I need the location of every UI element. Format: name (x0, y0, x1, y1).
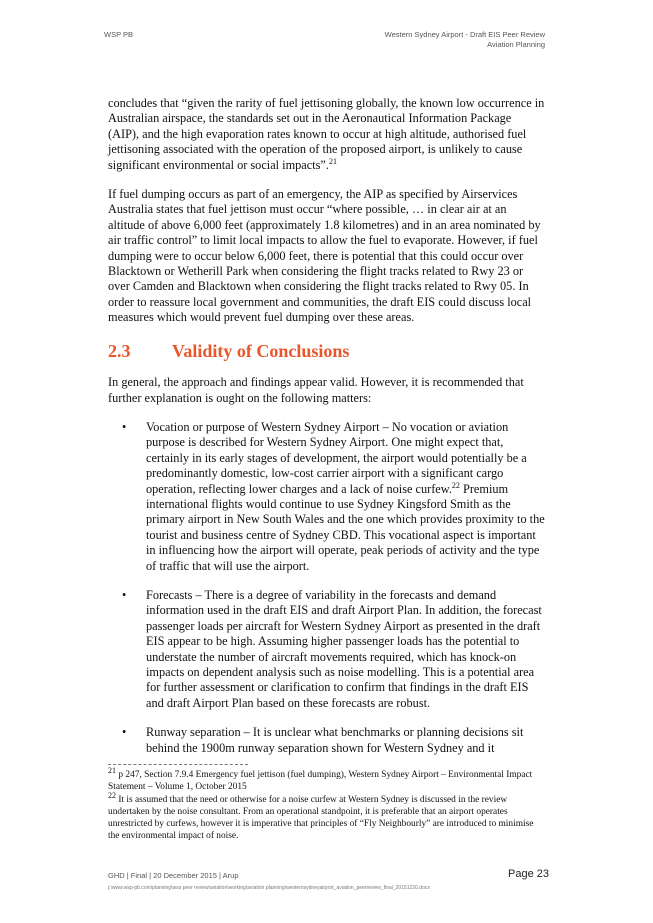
list-item (108, 420, 545, 574)
footer-left: GHD | Final | 20 December 2015 | Arup (108, 871, 239, 880)
footnote-text: It is assumed that the need or otherwise for a noise curfew at Western Sydney is discussed in the review undertaken by the noise consultant. From an operational standpoint, it is preferable that an airport operates unrestricted by curfews, however it is imperative that principles of “Fly Neighbourly” are introduced to minimise the environmental impact of noise. (108, 795, 534, 841)
section-intro: In general, the approach and findings appear valid. However, it is recommended that further explanation is ought on the following matters: (108, 375, 524, 405)
footnotes (108, 765, 545, 843)
footnote-text: p 247, Section 7.9.4 Emergency fuel jettison (fuel dumping), Western Sydney Airport – Environmental Impact Statement – Volume 1, October 2015 (108, 770, 533, 792)
list-item-text: Runway separation – It is unclear what benchmarks or planning decisions sit behind the 1900m runway separation shown for Western Sydney and it (146, 725, 524, 755)
section-number: 2.3 (108, 340, 131, 361)
footnote-ref[interactable]: 21 (328, 156, 337, 166)
list-item (108, 725, 545, 756)
header-left: WSP PB (104, 30, 134, 39)
section-title: Validity of Conclusions (172, 340, 350, 361)
list-item (108, 588, 545, 711)
header-right-line1: Western Sydney Airport - Draft EIS Peer Review (384, 30, 545, 39)
bullet-icon: • (122, 419, 127, 434)
section-heading (108, 340, 545, 361)
footnote-ref[interactable]: 22 (451, 480, 460, 490)
bullet-icon: • (122, 725, 127, 740)
footnote-number: 21 (108, 765, 116, 775)
list-item-text: Forecasts – There is a degree of variability in the forecasts and demand information used in the draft EIS and draft Airport Plan. In addition, the forecast passenger loads per aircraft for Western Sydney Airport as presented in the draft EIS appear to be high. Assuming higher passenger loads has the potential to understate the number of aircraft movements required, which has knock-on impacts on dependent analysis such as noise modelling. This is a potential area for further assessment or clarification to confirm that findings in the draft EIS and draft Airport Plan based on these forecasts are robust. (146, 587, 542, 710)
document-body (108, 96, 545, 770)
paragraph-text: concludes that “given the rarity of fuel jettisoning globally, the known low occurrence in Australian airspace, the standards set out in the Aeronautical Information Package (AIP), and the high evaporation rates known to occur at high altitude, authorised fuel jettisoning associated with the operation of the proposed airport, is unlikely to cause significant environmental or social impacts”. (108, 96, 545, 172)
footnote (108, 765, 545, 793)
paragraph: If fuel dumping occurs as part of an emergency, the AIP as specified by Airservices Australia states that fuel jettison must occur “where possible, … in clear air at an altitude of above 6,000 feet (approximately 1.8 kilometres) and in an area nominated by air traffic control” to limit local impacts to allow the fuel to evaporate. However, if fuel dumping were to occur below 6,000 feet, there is potential that this could occur over Blacktown or Wetherill Park when considering the flight tracks related to Rwy 23 or over Camden and Blacktown when considering the flight tracks related to Rwy 05. In order to reassure local government and communities, the draft EIS could discuss local measures which would prevent fuel dumping over these areas. (108, 187, 541, 325)
footnote-divider (108, 764, 248, 765)
bullet-icon: • (122, 587, 127, 602)
paragraph (108, 96, 545, 173)
footnote-number: 22 (108, 790, 116, 800)
list-item-text: Vocation or purpose of Western Sydney Airport – No vocation or aviation purpose is described for Western Sydney Airport. One might expect that, certainly in its early stages of development, the airport would potentially be a predominantly domestic, low-cost carrier airport with a significant cargo operation, reflecting lower charges and a lack of noise curfew. (146, 419, 527, 496)
bullet-list (108, 420, 545, 756)
header-right-line2: Aviation Planning (487, 40, 545, 49)
page-number: Page 23 (508, 868, 549, 880)
footnote (108, 790, 545, 842)
list-item-text-tail: Premium international flights would continue to use Sydney Kingsford Smith as the primary airport in New South Wales and the one which provides proximity to the tourist and business centre of Sydney CBD. This vocational aspect is important in influencing how the airport will operate, peak periods of activity and the type of traffic that will use the airport. (146, 481, 545, 573)
header-right (385, 30, 545, 50)
footer-file-path: j:\www.wsp-pb.com\planning\wsa peer review\aviation\working\aviation planning\westernsydneyairport_aviation_peerreview_final_20151220.docx (108, 885, 430, 891)
